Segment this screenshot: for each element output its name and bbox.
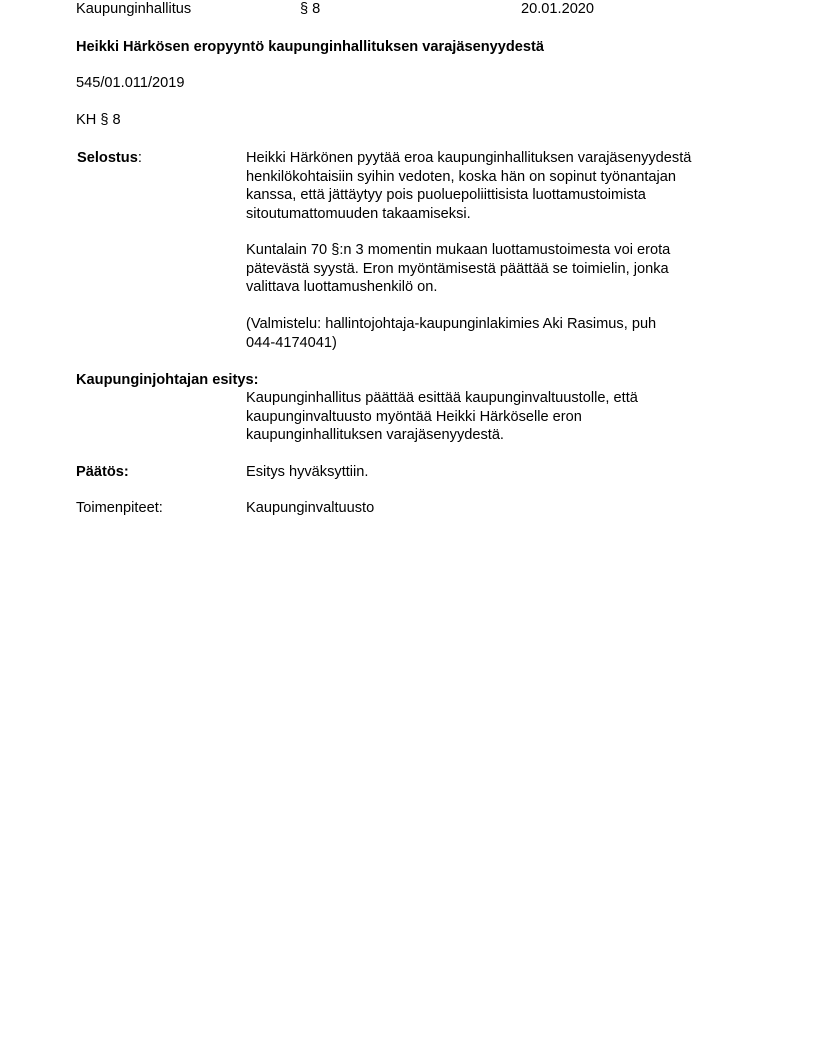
text-line: kaupunginvaltuusto myöntää Heikki Härköselle eron (246, 408, 582, 425)
text-line: henkilökohtaisiin syihin vedoten, koska hän on sopinut työnantajan (246, 168, 676, 185)
paatos-text: Esitys hyväksyttiin. (246, 464, 369, 480)
paatos-label: Päätös: (76, 464, 129, 480)
selostus-paragraph-2 (246, 241, 766, 297)
text-line: (Valmistelu: hallintojohtaja-kaupunginlakimies Aki Rasimus, puh (246, 316, 657, 332)
record-number: 545/01.011/2019 (76, 75, 185, 91)
text-line: Heikki Härkönen pyytää eroa kaupunginhallituksen varajäsenyydestä (246, 150, 692, 166)
selostus-label-colon: : (137, 150, 142, 166)
text-line: kaupunginhallituksen varajäsenyydestä. (246, 427, 504, 443)
header-date: 20.01.2020 (521, 1, 595, 17)
text-line: sitoutumattomuuden takaamiseksi. (246, 205, 471, 222)
section-reference: KH § 8 (76, 112, 121, 128)
text-line: Kaupunginhallitus päättää esittää kaupunginvaltuustolle, että (246, 390, 638, 406)
text-line: pätevästä syystä. Eron myöntämisestä päättää se toimielin, jonka (246, 260, 669, 277)
document-title: Heikki Härkösen eropyyntö kaupunginhallituksen varajäsenyydestä (76, 39, 544, 55)
esitys-text (246, 389, 766, 445)
text-line: valittava luottamushenkilö on. (246, 279, 438, 295)
esitys-label: Kaupunginjohtajan esitys: (76, 372, 259, 388)
toimenpiteet-label: Toimenpiteet: (76, 500, 163, 516)
selostus-label (77, 149, 142, 168)
header-organ: Kaupunginhallitus (76, 1, 192, 17)
text-line: Kuntalain 70 §:n 3 momentin mukaan luottamustoimesta voi erota (246, 242, 671, 258)
text-line: kanssa, että jättäytyy pois puoluepoliittisista luottamustoimista (246, 187, 646, 203)
text-line: 044-4174041) (246, 334, 337, 351)
selostus-label-text: Selostus (77, 150, 138, 166)
selostus-paragraph-1 (246, 149, 766, 223)
header-section: § 8 (300, 1, 321, 17)
selostus-paragraph-3 (246, 315, 766, 352)
toimenpiteet-text: Kaupunginvaltuusto (246, 500, 375, 516)
